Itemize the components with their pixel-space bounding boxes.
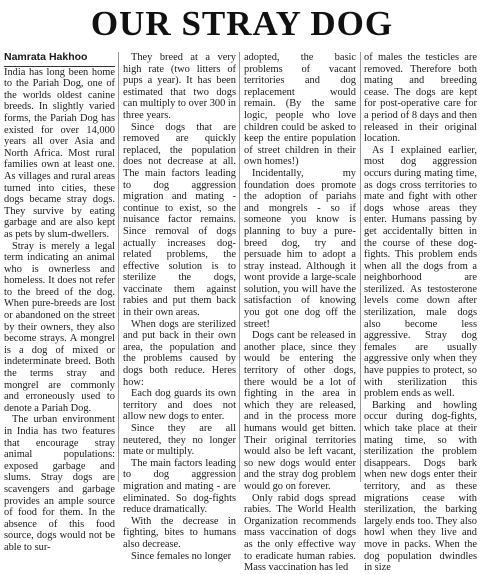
paragraph: Since dogs that are removed are quickly replaced, the population does not decrease at all. The main factors leading to dog aggression migration and mating - continue to exist, so the nuisance factor remains. Since removal of dogs actually increases dog-related problems, the effective solution is to sterilize the dogs, vaccinate them against rabies and put them back in their own areas.: [123, 121, 236, 319]
paragraph: Dogs cant be released in another place, since they would be entering the territory of other dogs, there would be a lot of fighting in the area in which they are released, and in the process more humans would get bitten. Their original territories would also be left vacant, so new dogs would enter and the stray dog problem would go on forever.: [244, 330, 356, 492]
paragraph: The urban environment in India has two features that encourage stray animal populations: exposed garbage and slums. Stray dogs are scavengers and garbage provides an ample source of food for them. In the absence of this food source, dogs would not be able to sur-: [4, 414, 115, 553]
paragraph: Each dog guards its own territory and does not allow new dogs to enter.: [123, 388, 236, 423]
column-divider: [239, 52, 240, 482]
article-column-4: [364, 52, 477, 574]
paragraph: Since females no longer: [131, 550, 232, 562]
paragraph: When dogs are sterilized and put back in their own area, the population and the problems caused by dogs both reduce. Heres how:: [123, 318, 236, 388]
paragraph: Only rabid dogs spread rabies. The World Health Organization recommends mass vaccination of dogs as the only effective way to eradicate human rabies. Mass vaccination has led: [244, 492, 356, 574]
paragraph: of males the testicles are removed. Therefore both mating and breeding cease. The dogs are kept for post-operative care for a period of 8 days and then released in their original location.: [364, 52, 477, 145]
article-column-3: [244, 52, 356, 574]
paragraph: Barking and howling occur during dog-fights, which take place at their mating time, so with sterilization the problem disappears. Dogs bark when new dogs enter their territory, and as these migrations cease with sterilization, the barking largely ends too. They also howl when they live and move in packs. When the dog population dwindles in size: [364, 399, 477, 574]
article-column-2: [123, 52, 236, 562]
paragraph: India has long been home to the Pariah Dog, one of the worlds oldest canine breeds. In slightly varied forms, the Pariah Dog has existed for over 14,000 years all over Asia and North Africa. Most rural families own at least one. As villages and rural areas turned into cities, these dogs became stray dogs. They survive by eating garbage and are also kept as pets by slum-dwellers.: [4, 66, 115, 240]
paragraph: The main factors leading to dog aggression migration and mating - are eliminated. So dog-fights reduce dramatically.: [123, 457, 236, 516]
byline: Namrata Hakhoo: [4, 52, 115, 67]
paragraph: Incidentally, my foundation does promote the adoption of pariahs and mongrels - so if someone you know is planning to buy a pure-breed dog, try and persuade him to adopt a stray instead. Although it wont provide a large-scale solution, you will have the satisfaction of knowing you got one dog off the street!: [244, 167, 356, 330]
paragraph: Since they are all neutered, they no longer mate or multiply.: [123, 423, 236, 458]
article-headline: OUR STRAY DOG: [90, 4, 394, 43]
column-divider: [118, 52, 119, 482]
column-divider: [360, 52, 361, 482]
paragraph: As I explained earlier, most dog aggression occurs during mating time, as dogs cross territories to mate and fight with other dogs whose areas they enter. Humans passing by get accidentally bitten in the course of these dog-fights. This problem ends when all the dogs from a neighborhood are sterilized. As testosterone levels come down after sterilization, male dogs also become less aggressive. Stray dog females are usually aggressive only when they have puppies to protect, so with sterilization this problem ends as well.: [364, 144, 477, 400]
paragraph: adopted, the basic problems of vacant territories and dog replacement would remain. (By the same logic, people who love children could be asked to keep the entire population of street children in their own homes!): [244, 52, 356, 168]
article-column-1: [4, 51, 115, 553]
paragraph: They breed at a very high rate (two litters of pups a year). It has been estimated that two dogs can multiply to over 300 in three years.: [123, 52, 236, 121]
paragraph: With the decrease in fighting, bites to humans also decrease.: [123, 515, 236, 550]
paragraph: Stray is merely a legal term indicating an animal who is ownerless and homeless. It does not refer to the breed of the dog. When pure-breeds are lost or abandoned on the street by their owners, they also become strays. A mongrel is a dog of mixed or indeterminate breed. Both the terms stray and mongrel are commonly and erroneously used to denote a Pariah Dog.: [4, 240, 115, 414]
